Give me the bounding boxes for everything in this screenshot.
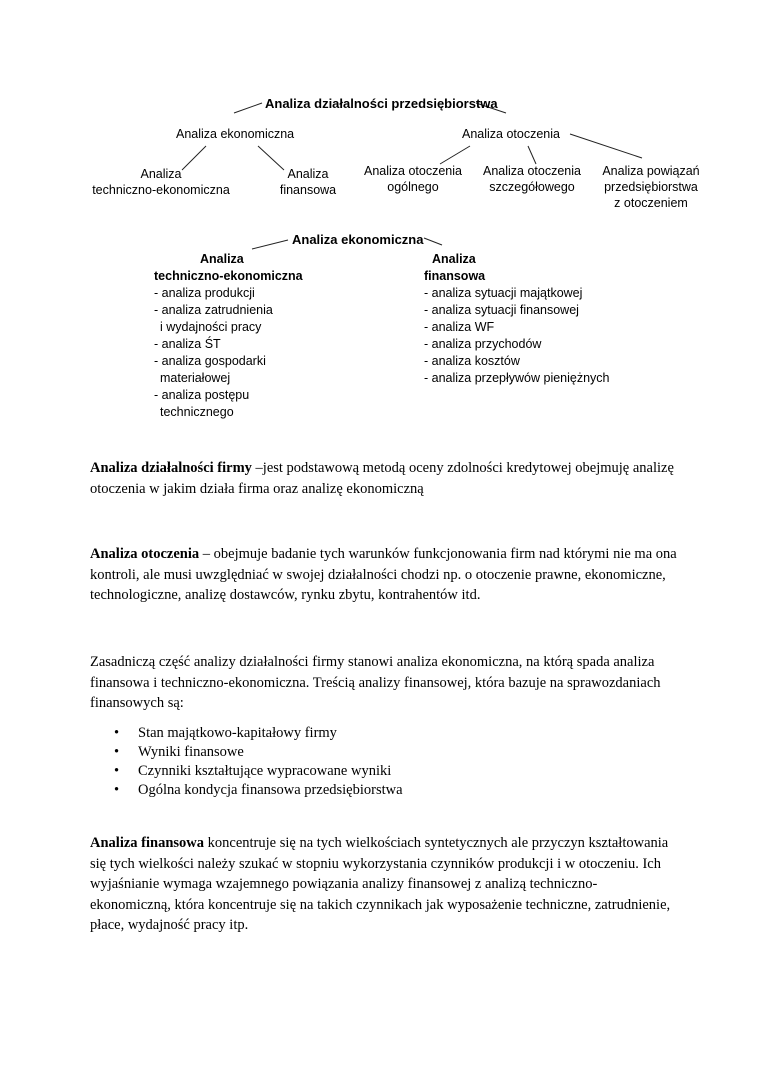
paragraph-text: koncentruje się na tych wielkościach syntetycznych ale przyczyn kształtowania się tych wielkości należy szukać w stopniu wykorzystania czynników produkcji i w otoczeniu. Ich wyjaśnianie wymaga wzajemnego powiązania analizy finansowej z analizą techniczno- ekonomiczną, która koncentruje się na takich czynnikach jak wyposażenie techniczne, zatrudnienie, płace, wydajność pracy itp. bbox=[90, 835, 671, 933]
list-item: - analiza przychodów bbox=[424, 337, 542, 351]
diagram1-node-techniczno-ekonomiczna: Analiza techniczno-ekonomiczna bbox=[92, 167, 230, 197]
list-item: - analiza kosztów bbox=[424, 354, 520, 368]
diagram2-right-head: Analiza bbox=[432, 252, 476, 266]
diagram2-title: Analiza ekonomiczna bbox=[292, 232, 424, 247]
diagram1-node-powiazan: Analiza powiązań przedsiębiorstwa z otoczeniem bbox=[602, 164, 700, 210]
paragraph-analiza-dzialalnosci bbox=[90, 458, 680, 499]
diagram1-node-ekonomiczna: Analiza ekonomiczna bbox=[176, 127, 295, 141]
diagram1-node-otoczenia-ogolnego: Analiza otoczenia ogólnego bbox=[364, 164, 462, 194]
diagram1-node-otoczenia: Analiza otoczenia bbox=[462, 127, 560, 141]
paragraph-term: Analiza działalności firmy bbox=[90, 460, 252, 476]
paragraph-text: – obejmuje badanie tych warunków funkcjonowania firm nad którymi nie ma ona kontroli, ale musi uwzględniać w swojej działalności chodzi np. o otoczenie prawne, ekonomiczne, technologiczne, analizę dostawców, rynku zbytu, kontrahentów itd. bbox=[90, 546, 677, 603]
list-item: technicznego bbox=[160, 405, 234, 419]
diagram1-node-otoczenia-szczegolowego: Analiza otoczenia szczegółowego bbox=[483, 164, 581, 194]
paragraph-term: Analiza otoczenia bbox=[90, 546, 200, 562]
list-item: - analiza sytuacji finansowej bbox=[424, 303, 579, 317]
list-item: - analiza zatrudnienia bbox=[154, 303, 273, 317]
diagram2-right-head-sub: finansowa bbox=[424, 269, 486, 283]
list-item: - analiza ŚT bbox=[154, 337, 221, 351]
bullet-list bbox=[90, 724, 403, 800]
list-item: • Wyniki finansowe bbox=[90, 743, 403, 762]
list-item: - analiza produkcji bbox=[154, 286, 255, 300]
paragraph-zasadnicza-czesc: Zasadniczą część analizy działalności firmy stanowi analiza ekonomiczna, na którą spada analiza finansowa i techniczno-ekonomiczna. Treścią analizy finansowej, która bazuje na sprawozdaniach finansowych są: bbox=[90, 654, 661, 711]
list-item: • Ogólna kondycja finansowa przedsiębiorstwa bbox=[90, 781, 403, 800]
paragraph-text: –jest podstawową metodą oceny zdolności kredytowej obejmuję analizę otoczenia w jakim działa firma oraz analizę ekonomiczną bbox=[90, 460, 674, 497]
paragraph-term: Analiza finansowa bbox=[90, 835, 205, 851]
list-item: - analiza WF bbox=[424, 320, 495, 334]
list-item: materiałowej bbox=[160, 371, 231, 385]
diagram2-left-head: Analiza bbox=[200, 252, 244, 266]
paragraph-analiza-otoczenia bbox=[90, 544, 680, 606]
diagram1-root: Analiza działalności przedsiębiorstwa bbox=[265, 96, 498, 111]
diagram2-left-column bbox=[154, 251, 303, 421]
diagram1-node-finansowa: Analiza finansowa bbox=[279, 167, 337, 197]
list-item: i wydajności pracy bbox=[160, 320, 262, 334]
list-item: - analiza przepływów pieniężnych bbox=[424, 371, 610, 385]
list-item: - analiza gospodarki bbox=[154, 354, 266, 368]
diagram2-right-column bbox=[424, 251, 610, 387]
paragraph-analiza-finansowa bbox=[90, 833, 680, 936]
diagram2-left-head-sub: techniczno-ekonomiczna bbox=[154, 269, 303, 283]
list-item: - analiza postępu bbox=[154, 388, 250, 402]
list-item: • Stan majątkowo-kapitałowy firmy bbox=[90, 724, 403, 743]
list-item: • Czynniki kształtujące wypracowane wyniki bbox=[90, 762, 403, 781]
list-item: - analiza sytuacji majątkowej bbox=[424, 286, 583, 300]
